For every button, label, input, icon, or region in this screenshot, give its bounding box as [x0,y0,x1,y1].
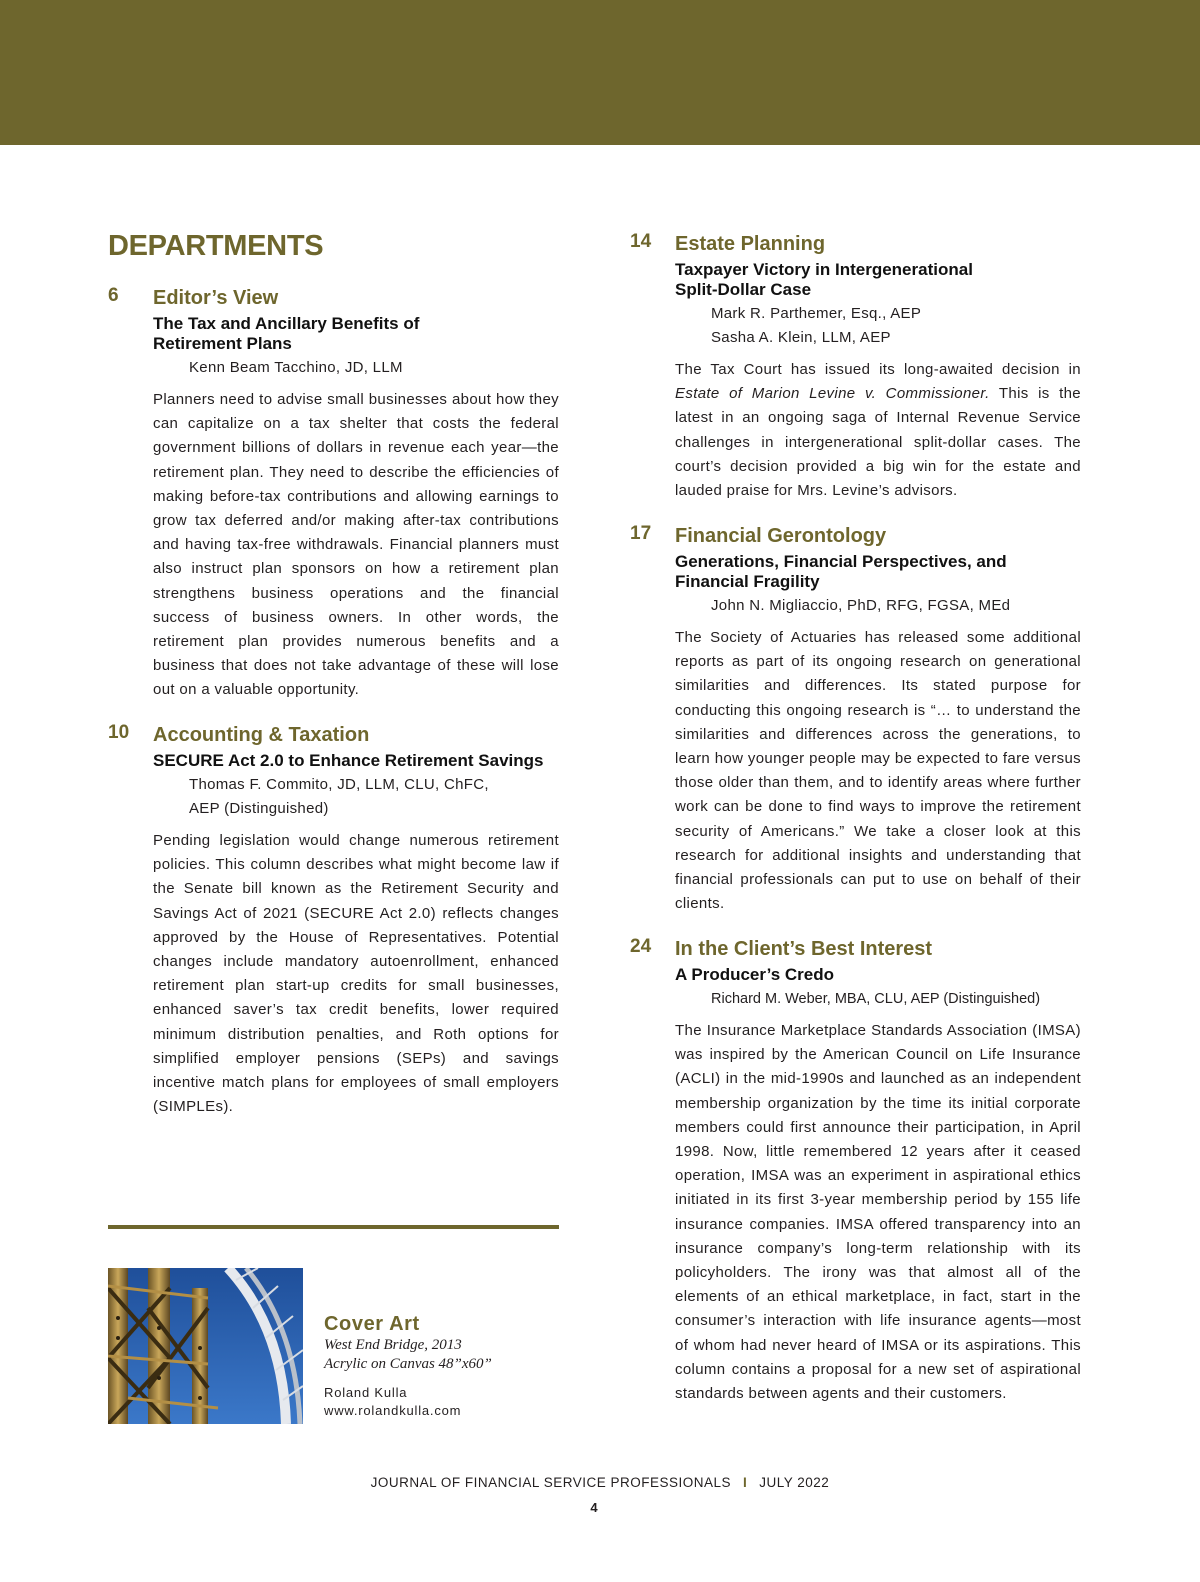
cover-art-heading: Cover Art [324,1313,420,1335]
section-heading: Estate Planning [675,233,826,255]
article-author: Thomas F. Commito, JD, LLM, CLU, ChFC, [189,776,489,793]
article-title: A Producer’s Credo [675,965,835,984]
section-divider [108,1225,559,1229]
article-title: Generations, Financial Perspectives, and Financial Fragility [675,552,1007,591]
page-number-ref: 17 [630,523,652,544]
cover-art-medium: Acrylic on Canvas 48”x60” [324,1356,492,1372]
section-heading: Editor’s View [153,287,279,309]
cover-art-artist: Roland Kulla [324,1385,408,1400]
cover-art-caption [324,1313,492,1420]
article-author: Kenn Beam Tacchino, JD, LLM [189,359,403,376]
article-description: Planners need to advise small businesses about how they can capitalize on a tax shelter that costs the federal government billions of dollars in revenue each year—the retirement plan. They need to describe the efficiencies of making before-tax contributions and allowing earnings to grow tax deferred and/or making after-tax contributions and having tax-free withdrawals. Financial planners must also instruct plan sponsors on how a retirement plan strengthens business operations and the financial success of business owners. In other words, the retirement plan provides numerous benefits and a business that does not take advantage of these will lose out on a valuable opportunity. [153,391,559,699]
page-number-ref: 10 [108,722,130,743]
page-number-ref: 14 [630,231,652,252]
article-description: The Insurance Marketplace Standards Association (IMSA) was inspired by the American Council on Life Insurance (ACLI) in the mid-1990s and launched as an independent membership organization by the time its initial corporate members could first announce their participation, in April 1998. Now, little remembered 12 years after it ceased operation, IMSA was an experiment in aspirational ethics initiated in its first 3-year membership period by 155 life insurance companies. IMSA offered transparency into an insurance company’s long-term relationship with its policyholders. The irony was that almost all of the elements of an ethical marketplace, in fact, start in the consumer’s interaction with life insurance agents—most of whom had never heard of IMSA or its aspirations. This column contains a proposal for a new set of aspirational standards between agents and their customers. [675,1022,1081,1403]
case-name: Estate of Marion Levine v. Commissioner. [675,385,990,403]
article-description: Pending legislation would change numerous retirement policies. This column describes what might become law if the Senate bill known as the Retirement Security and Savings Act of 2021 (SECURE Act 2.0) reflects changes approved by the House of Representatives. Potential changes include mandatory autoenrollment, enhanced retirement plan start-up credits for small businesses, enhanced saver’s tax credit benefits, lower required minimum distribution penalties, and Roth options for simplified employer pensions (SEPs) and savings incentive match plans for employees of small employers (SIMPLEs). [153,832,559,1116]
page-number-ref: 24 [630,936,652,957]
cover-art-website: www.rolandkulla.com [324,1403,462,1418]
article-author: Mark R. Parthemer, Esq., AEP [711,305,922,322]
article-description: The Tax Court has issued its long-awaited decision in Estate of Marion Levine v. Commissioner. This is the latest in an ongoing saga of Internal Revenue Service challenges in intergenerational split-dollar cases. The court’s decision provided a big win for the estate and lauded praise for Mrs. Levine’s advisors. [675,361,1081,500]
article-author: Richard M. Weber, MBA, CLU, AEP (Distinguished) [711,991,1041,1007]
article-title: The Tax and Ancillary Benefits of Retirement Plans [153,314,420,353]
page-number-ref: 6 [108,285,119,306]
departments-heading: DEPARTMENTS [108,230,324,262]
article-author: Sasha A. Klein, LLM, AEP [711,329,891,346]
section-heading: In the Client’s Best Interest [675,938,933,960]
section-heading: Accounting & Taxation [153,724,370,746]
footer-separator: I [743,1475,748,1490]
issue-date: JULY 2022 [759,1475,830,1490]
article-title: SECURE Act 2.0 to Enhance Retirement Savings [153,751,544,770]
cover-art-image [108,1268,303,1424]
journal-name: JOURNAL OF FINANCIAL SERVICE PROFESSIONALS [370,1475,731,1490]
article-title: Taxpayer Victory in Intergenerational Split-Dollar Case [675,260,973,299]
article-description: The Society of Actuaries has released some additional reports as part of its ongoing research on generational similarities and differences. Its stated purpose for conducting this ongoing research is “… to understand the similarities and differences across the generations, to learn how younger people may be expected to fare versus those older than them, and to identify areas where further work can be done to find ways to improve the retirement security of Americans.” We take a closer look at this research for additional insights and understanding that financial professionals can put to use on behalf of their clients. [675,629,1081,913]
page-number: 4 [590,1500,598,1515]
section-heading: Financial Gerontology [675,525,887,547]
article-author: John N. Migliaccio, PhD, RFG, FGSA, MEd [711,597,1011,614]
article-author: AEP (Distinguished) [189,800,329,817]
page-footer [0,1475,1200,1490]
header-color-band [0,0,1200,145]
cover-art-title: West End Bridge, 2013 [324,1337,462,1353]
